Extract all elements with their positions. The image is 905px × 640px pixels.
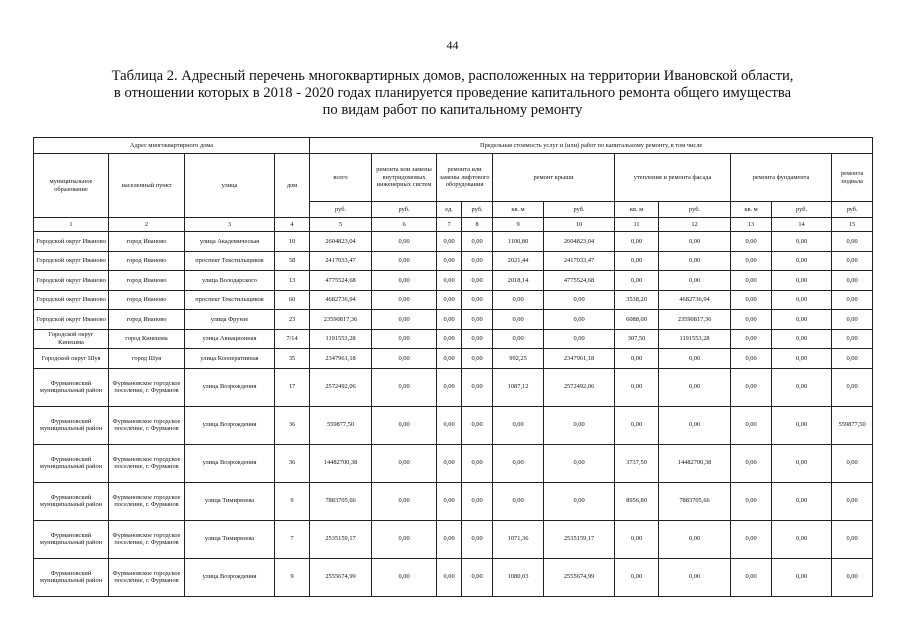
cell-total: 14482700,38 xyxy=(310,444,372,482)
cell-house: 9 xyxy=(275,558,310,596)
cell-municipality: Городской округ Иваново xyxy=(34,290,109,310)
cell-facade-area: 0,00 xyxy=(615,558,659,596)
column-number: 12 xyxy=(659,218,731,232)
cell-foundation-cost: 0,00 xyxy=(772,444,832,482)
table-row xyxy=(34,444,873,482)
cell-facade-cost: 4682736,94 xyxy=(659,290,731,310)
capital-repair-table xyxy=(33,137,873,597)
unit-cell: руб. xyxy=(372,202,437,218)
table-row xyxy=(34,368,873,406)
cell-facade-area: 0,00 xyxy=(615,232,659,252)
cell-municipality: Городской округ Иваново xyxy=(34,310,109,330)
cell-roof-cost: 2417033,47 xyxy=(544,251,615,271)
cell-house: 35 xyxy=(275,349,310,369)
cell-total: 2572492,06 xyxy=(310,368,372,406)
cell-facade-area: 0,00 xyxy=(615,368,659,406)
cell-street: улица Возрождения xyxy=(185,558,275,596)
cell-facade-area: 0,00 xyxy=(615,271,659,291)
unit-cell: руб. xyxy=(310,202,372,218)
header-engineering: ремонта или замены внутридомовых инженерных систем xyxy=(372,154,437,202)
cell-settlement: Фурмановское городское поселение, г. Фурманов xyxy=(109,406,185,444)
cell-street: улица Тимирязева xyxy=(185,482,275,520)
cell-basement-cost: 0,00 xyxy=(832,558,873,596)
cell-elevator-units: 0,00 xyxy=(437,368,462,406)
cell-municipality: Городской округ Шуя xyxy=(34,349,109,369)
cell-roof-area: 0,00 xyxy=(493,482,544,520)
cell-roof-cost: 2604823,04 xyxy=(544,232,615,252)
cell-elevator-units: 0,00 xyxy=(437,310,462,330)
cell-foundation-area: 0,00 xyxy=(731,232,772,252)
cell-house: 7/14 xyxy=(275,329,310,349)
cell-roof-cost: 0,00 xyxy=(544,444,615,482)
cell-settlement: Фурмановское городское поселение, г. Фурманов xyxy=(109,444,185,482)
cell-engineering: 0,00 xyxy=(372,482,437,520)
cell-roof-cost: 2572492,06 xyxy=(544,368,615,406)
cell-facade-cost: 0,00 xyxy=(659,406,731,444)
cell-house: 17 xyxy=(275,368,310,406)
cell-roof-area: 0,00 xyxy=(493,290,544,310)
cell-engineering: 0,00 xyxy=(372,310,437,330)
column-number: 13 xyxy=(731,218,772,232)
cell-street: улица Возрождения xyxy=(185,406,275,444)
cell-facade-cost: 0,00 xyxy=(659,349,731,369)
cell-foundation-area: 0,00 xyxy=(731,310,772,330)
cell-foundation-area: 0,00 xyxy=(731,290,772,310)
cell-street: улица Академическая xyxy=(185,232,275,252)
column-number: 4 xyxy=(275,218,310,232)
column-number: 14 xyxy=(772,218,832,232)
cell-foundation-area: 0,00 xyxy=(731,558,772,596)
unit-cell: руб. xyxy=(544,202,615,218)
cell-municipality: Фурмановский муниципальный район xyxy=(34,444,109,482)
header-roof: ремонт крыши xyxy=(493,154,615,202)
cell-facade-area: 0,00 xyxy=(615,251,659,271)
cell-foundation-cost: 0,00 xyxy=(772,310,832,330)
cell-foundation-cost: 0,00 xyxy=(772,406,832,444)
cell-total: 23590817,36 xyxy=(310,310,372,330)
cell-foundation-area: 0,00 xyxy=(731,368,772,406)
cell-elevator-cost: 0,00 xyxy=(462,290,493,310)
cell-facade-cost: 0,00 xyxy=(659,251,731,271)
header-foundation: ремонта фундамента xyxy=(731,154,832,202)
cell-basement-cost: 0,00 xyxy=(832,368,873,406)
cell-foundation-area: 0,00 xyxy=(731,251,772,271)
cell-municipality: Фурмановский муниципальный район xyxy=(34,558,109,596)
unit-cell: руб. xyxy=(659,202,731,218)
cell-foundation-cost: 0,00 xyxy=(772,232,832,252)
column-number: 3 xyxy=(185,218,275,232)
title-line-2: в отношении которых в 2018 - 2020 годах планируется проведение капитального ремонта общего имущества xyxy=(113,85,792,101)
cell-elevator-cost: 0,00 xyxy=(462,482,493,520)
cell-elevator-units: 0,00 xyxy=(437,558,462,596)
cell-foundation-area: 0,00 xyxy=(731,329,772,349)
cell-facade-area: 307,50 xyxy=(615,329,659,349)
unit-cell: ед. xyxy=(437,202,462,218)
table-row xyxy=(34,310,873,330)
cell-settlement: Фурмановское городское поселение, г. Фурманов xyxy=(109,368,185,406)
header-address-group: Адрес многоквартирного дома xyxy=(34,138,310,154)
header-row-numbers xyxy=(34,218,873,232)
cell-roof-cost: 0,00 xyxy=(544,329,615,349)
cell-settlement: Фурмановское городское поселение, г. Фурманов xyxy=(109,520,185,558)
cell-municipality: Городской округ Иваново xyxy=(34,232,109,252)
cell-house: 7 xyxy=(275,520,310,558)
header-basement: ремонта подвала xyxy=(832,154,873,202)
header-elevator: ремонта или замены лифтового оборудования xyxy=(437,154,493,202)
header-house: дом xyxy=(275,154,310,218)
cell-foundation-cost: 0,00 xyxy=(772,349,832,369)
column-number: 5 xyxy=(310,218,372,232)
cell-engineering: 0,00 xyxy=(372,558,437,596)
table-row xyxy=(34,482,873,520)
cell-foundation-cost: 0,00 xyxy=(772,251,832,271)
cell-engineering: 0,00 xyxy=(372,271,437,291)
cell-municipality: Городской округ Иваново xyxy=(34,251,109,271)
unit-cell: руб. xyxy=(462,202,493,218)
cell-elevator-units: 0,00 xyxy=(437,271,462,291)
cell-roof-cost: 0,00 xyxy=(544,310,615,330)
cell-house: 60 xyxy=(275,290,310,310)
cell-engineering: 0,00 xyxy=(372,368,437,406)
cell-basement-cost: 0,00 xyxy=(832,290,873,310)
cell-facade-area: 0,00 xyxy=(615,520,659,558)
cell-elevator-cost: 0,00 xyxy=(462,406,493,444)
cell-street: проспект Текстильщиков xyxy=(185,290,275,310)
cell-facade-area: 0,00 xyxy=(615,406,659,444)
cell-elevator-units: 0,00 xyxy=(437,290,462,310)
cell-roof-cost: 0,00 xyxy=(544,290,615,310)
cell-basement-cost: 0,00 xyxy=(832,329,873,349)
cell-roof-cost: 4775524,68 xyxy=(544,271,615,291)
header-cost-group: Предельная стоимость услуг и (или) работ по капитальному ремонту, в том числе xyxy=(310,138,873,154)
cell-engineering: 0,00 xyxy=(372,349,437,369)
cell-street: улица Фрунзе xyxy=(185,310,275,330)
cell-settlement: город Иваново xyxy=(109,232,185,252)
cell-foundation-area: 0,00 xyxy=(731,444,772,482)
cell-total: 2417033,47 xyxy=(310,251,372,271)
table-row xyxy=(34,349,873,369)
unit-cell: кв. м xyxy=(615,202,659,218)
table-row xyxy=(34,558,873,596)
cell-total: 4682736,94 xyxy=(310,290,372,310)
column-number: 8 xyxy=(462,218,493,232)
cell-engineering: 0,00 xyxy=(372,329,437,349)
cell-street: улица Тимирязева xyxy=(185,520,275,558)
cell-municipality: Городской округ Иваново xyxy=(34,271,109,291)
cell-facade-cost: 0,00 xyxy=(659,368,731,406)
title-line-3: по видам работ по капитальному ремонту xyxy=(322,102,583,118)
header-total: всего xyxy=(310,154,372,202)
table-row xyxy=(34,232,873,252)
cell-foundation-cost: 0,00 xyxy=(772,329,832,349)
cell-facade-area: 6088,00 xyxy=(615,310,659,330)
table-row xyxy=(34,406,873,444)
cell-basement-cost: 0,00 xyxy=(832,482,873,520)
cell-roof-area: 1087,12 xyxy=(493,368,544,406)
cell-settlement: город Кинешма xyxy=(109,329,185,349)
cell-elevator-units: 0,00 xyxy=(437,329,462,349)
cell-municipality: Фурмановский муниципальный район xyxy=(34,520,109,558)
cell-engineering: 0,00 xyxy=(372,406,437,444)
column-number: 9 xyxy=(493,218,544,232)
cell-foundation-cost: 0,00 xyxy=(772,290,832,310)
cell-house: 9 xyxy=(275,482,310,520)
cell-elevator-units: 0,00 xyxy=(437,520,462,558)
cell-house: 58 xyxy=(275,251,310,271)
table-row xyxy=(34,520,873,558)
cell-roof-cost: 2555674,99 xyxy=(544,558,615,596)
cell-elevator-cost: 0,00 xyxy=(462,232,493,252)
cell-facade-area: 3538,20 xyxy=(615,290,659,310)
cell-street: улица Авиационная xyxy=(185,329,275,349)
cell-roof-area: 0,00 xyxy=(493,444,544,482)
cell-elevator-cost: 0,00 xyxy=(462,558,493,596)
cell-basement-cost: 0,00 xyxy=(832,251,873,271)
cell-municipality: Фурмановский муниципальный район xyxy=(34,406,109,444)
header-facade: утепления и ремонта фасада xyxy=(615,154,731,202)
cell-foundation-cost: 0,00 xyxy=(772,271,832,291)
cell-street: улица Володарского xyxy=(185,271,275,291)
cell-facade-cost: 14482700,38 xyxy=(659,444,731,482)
column-number: 10 xyxy=(544,218,615,232)
cell-basement-cost: 0,00 xyxy=(832,271,873,291)
cell-basement-cost: 559877,50 xyxy=(832,406,873,444)
cell-total: 7883705,66 xyxy=(310,482,372,520)
cell-engineering: 0,00 xyxy=(372,232,437,252)
unit-cell: руб. xyxy=(772,202,832,218)
cell-engineering: 0,00 xyxy=(372,520,437,558)
cell-elevator-cost: 0,00 xyxy=(462,271,493,291)
cell-foundation-area: 0,00 xyxy=(731,406,772,444)
cell-foundation-cost: 0,00 xyxy=(772,520,832,558)
cell-foundation-cost: 0,00 xyxy=(772,368,832,406)
header-row-groups xyxy=(34,138,873,154)
cell-elevator-cost: 0,00 xyxy=(462,310,493,330)
cell-municipality: Фурмановский муниципальный район xyxy=(34,482,109,520)
cell-total: 1191553,28 xyxy=(310,329,372,349)
cell-engineering: 0,00 xyxy=(372,251,437,271)
cell-facade-area: 8956,80 xyxy=(615,482,659,520)
header-municipality: муниципальное образование xyxy=(34,154,109,218)
column-number: 6 xyxy=(372,218,437,232)
cell-roof-area: 992,25 xyxy=(493,349,544,369)
cell-engineering: 0,00 xyxy=(372,290,437,310)
cell-house: 36 xyxy=(275,444,310,482)
header-row-columns xyxy=(34,154,873,202)
column-number: 7 xyxy=(437,218,462,232)
cell-roof-area: 1100,80 xyxy=(493,232,544,252)
cell-elevator-cost: 0,00 xyxy=(462,368,493,406)
cell-engineering: 0,00 xyxy=(372,444,437,482)
cell-facade-cost: 1191553,28 xyxy=(659,329,731,349)
cell-roof-area: 0,00 xyxy=(493,310,544,330)
cell-facade-cost: 0,00 xyxy=(659,558,731,596)
cell-elevator-units: 0,00 xyxy=(437,406,462,444)
cell-roof-area: 0,00 xyxy=(493,406,544,444)
page-number: 44 xyxy=(446,38,459,52)
cell-house: 13 xyxy=(275,271,310,291)
cell-foundation-cost: 0,00 xyxy=(772,482,832,520)
cell-total: 4775524,68 xyxy=(310,271,372,291)
column-number: 15 xyxy=(832,218,873,232)
unit-cell: кв. м xyxy=(731,202,772,218)
cell-facade-cost: 7883705,66 xyxy=(659,482,731,520)
cell-settlement: Фурмановское городское поселение, г. Фурманов xyxy=(109,558,185,596)
cell-settlement: город Иваново xyxy=(109,251,185,271)
cell-facade-area: 0,00 xyxy=(615,349,659,369)
cell-foundation-area: 0,00 xyxy=(731,520,772,558)
column-number: 2 xyxy=(109,218,185,232)
cell-facade-area: 3737,50 xyxy=(615,444,659,482)
cell-house: 10 xyxy=(275,232,310,252)
cell-elevator-cost: 0,00 xyxy=(462,520,493,558)
cell-municipality: Фурмановский муниципальный район xyxy=(34,368,109,406)
cell-roof-cost: 0,00 xyxy=(544,406,615,444)
cell-total: 2535159,17 xyxy=(310,520,372,558)
cell-elevator-units: 0,00 xyxy=(437,232,462,252)
cell-roof-area: 2018,14 xyxy=(493,271,544,291)
cell-facade-cost: 0,00 xyxy=(659,232,731,252)
table-row xyxy=(34,271,873,291)
cell-basement-cost: 0,00 xyxy=(832,310,873,330)
cell-house: 36 xyxy=(275,406,310,444)
cell-basement-cost: 0,00 xyxy=(832,232,873,252)
unit-cell: кв. м xyxy=(493,202,544,218)
cell-total: 2555674,99 xyxy=(310,558,372,596)
cell-settlement: Фурмановское городское поселение, г. Фурманов xyxy=(109,482,185,520)
cell-elevator-cost: 0,00 xyxy=(462,444,493,482)
cell-municipality: Городской округ Кинешма xyxy=(34,329,109,349)
table-row xyxy=(34,329,873,349)
cell-elevator-cost: 0,00 xyxy=(462,251,493,271)
cell-total: 2604823,04 xyxy=(310,232,372,252)
cell-house: 23 xyxy=(275,310,310,330)
cell-basement-cost: 0,00 xyxy=(832,444,873,482)
header-street: улица xyxy=(185,154,275,218)
cell-roof-area: 1080,03 xyxy=(493,558,544,596)
cell-elevator-units: 0,00 xyxy=(437,444,462,482)
cell-total: 2347961,18 xyxy=(310,349,372,369)
title-line-1: Таблица 2. Адресный перечень многоквартирных домов, расположенных на территории Ивановской области, xyxy=(111,68,794,84)
cell-foundation-area: 0,00 xyxy=(731,482,772,520)
table-row xyxy=(34,251,873,271)
cell-street: проспект Текстильщиков xyxy=(185,251,275,271)
cell-foundation-area: 0,00 xyxy=(731,349,772,369)
cell-settlement: город Шуя xyxy=(109,349,185,369)
cell-settlement: город Иваново xyxy=(109,310,185,330)
column-number: 1 xyxy=(34,218,109,232)
cell-foundation-cost: 0,00 xyxy=(772,558,832,596)
cell-elevator-units: 0,00 xyxy=(437,349,462,369)
cell-elevator-cost: 0,00 xyxy=(462,329,493,349)
cell-settlement: город Иваново xyxy=(109,290,185,310)
cell-facade-cost: 0,00 xyxy=(659,271,731,291)
cell-street: улица Кооперативная xyxy=(185,349,275,369)
cell-roof-area: 2021,44 xyxy=(493,251,544,271)
cell-elevator-units: 0,00 xyxy=(437,251,462,271)
table-row xyxy=(34,290,873,310)
cell-facade-cost: 0,00 xyxy=(659,520,731,558)
cell-street: улица Возрождения xyxy=(185,444,275,482)
cell-roof-cost: 2535159,17 xyxy=(544,520,615,558)
page-title xyxy=(60,68,845,119)
cell-settlement: город Иваново xyxy=(109,271,185,291)
cell-total: 559877,50 xyxy=(310,406,372,444)
cell-street: улица Возрождения xyxy=(185,368,275,406)
cell-elevator-units: 0,00 xyxy=(437,482,462,520)
cell-elevator-cost: 0,00 xyxy=(462,349,493,369)
cell-facade-cost: 23590817,36 xyxy=(659,310,731,330)
header-settlement: населенный пункт xyxy=(109,154,185,218)
column-number: 11 xyxy=(615,218,659,232)
cell-roof-cost: 2347961,18 xyxy=(544,349,615,369)
cell-roof-area: 0,00 xyxy=(493,329,544,349)
cell-roof-area: 1071,36 xyxy=(493,520,544,558)
cell-basement-cost: 0,00 xyxy=(832,520,873,558)
cell-basement-cost: 0,00 xyxy=(832,349,873,369)
cell-roof-cost: 0,00 xyxy=(544,482,615,520)
cell-foundation-area: 0,00 xyxy=(731,271,772,291)
unit-cell: руб. xyxy=(832,202,873,218)
